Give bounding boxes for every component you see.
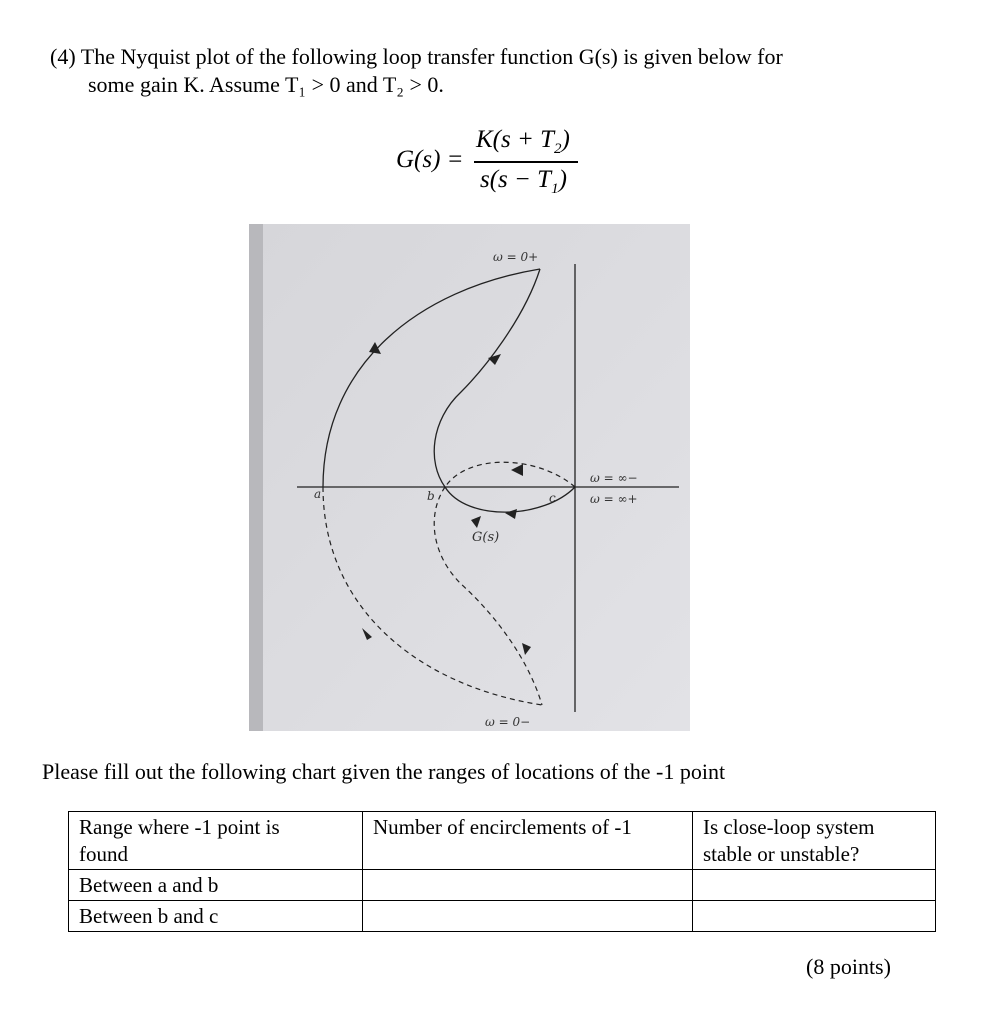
formula-numerator: $K(s + T_2)$: [476, 126, 570, 157]
fraction-bar: [474, 161, 578, 163]
table-row: [69, 901, 936, 932]
label-w-inf-plus: ω = ∞+: [590, 492, 638, 506]
formula-denominator: $s(s - T_1)$: [480, 166, 567, 197]
nyquist-plot: [249, 224, 690, 731]
header-encirclements: Number of encirclements of -1: [363, 812, 693, 870]
table-row: [69, 870, 936, 901]
nyquist-plot-photo: [249, 224, 690, 731]
label-c: c: [549, 491, 556, 505]
encirclements-cell[interactable]: [363, 901, 693, 932]
problem-line-1: (4) The Nyquist plot of the following loop transfer function G(s) is given below for: [50, 44, 783, 69]
stability-cell[interactable]: [693, 870, 936, 901]
header-stability: Is close-loop system stable or unstable?: [693, 812, 936, 870]
problem-statement: [50, 43, 910, 99]
transfer-function-formula: [396, 126, 596, 206]
label-w-0-minus: ω = 0−: [485, 715, 531, 729]
points-label: (8 points): [806, 954, 891, 979]
label-b: b: [427, 489, 435, 503]
row-range-cell: Between a and b: [69, 870, 363, 901]
encirclements-cell[interactable]: [363, 870, 693, 901]
label-gs: G(s): [472, 530, 500, 545]
row-range-cell: Between b and c: [69, 901, 363, 932]
formula-lhs: G(s) =: [396, 146, 464, 173]
table-header-row: [69, 812, 936, 870]
label-a: a: [314, 487, 322, 501]
problem-line-2: some gain K. Assume T₁ > 0 and T₂ > 0.: [88, 72, 444, 97]
answer-table: [68, 811, 936, 932]
label-w-inf-minus: ω = ∞−: [590, 471, 638, 485]
label-w-0-plus: ω = 0+: [493, 250, 539, 264]
instruction-text: Please fill out the following chart given the ranges of locations of the -1 point: [42, 759, 726, 784]
header-range: Range where -1 point is found: [69, 812, 363, 870]
page-shadow: [249, 224, 263, 731]
stability-cell[interactable]: [693, 901, 936, 932]
